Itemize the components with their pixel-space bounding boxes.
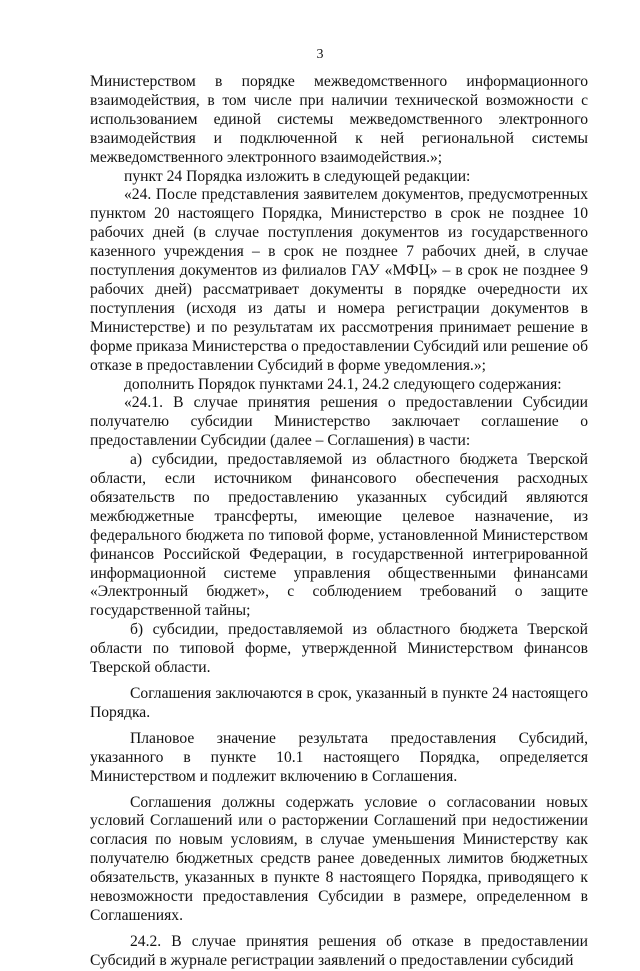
paragraph: 24.2. В случае принятия решения об отказе в предоставлении Субсидий в журнале регистрации заявлений о предоставлении субсидий [90, 932, 588, 969]
paragraph: б) субсидии, предоставляемой из областного бюджета Тверской области по типовой форме, утвержденной Министерством финансов Тверской области. [90, 621, 588, 677]
paragraph: «24.1. В случае принятия решения о предоставлении Субсидии получателю субсидии Министерство заключает соглашение о предоставлении Субсидии (далее – Соглашения) в части: [90, 394, 588, 450]
paragraph: дополнить Порядок пунктами 24.1, 24.2 следующего содержания: [124, 375, 562, 393]
paragraph: Плановое значение результата предоставления Субсидий, указанного в пункте 10.1 настоящего Порядка, определяется Министерством и подлежит включению в Соглашения. [90, 729, 588, 785]
paragraph: пункт 24 Порядка изложить в следующей редакции: [124, 167, 471, 185]
paragraph: Министерством в порядке межведомственного информационного взаимодействия, в том числе при наличии технической возможности с использованием единой системы межведомственного электронного взаимодействия и подключенной к ней региональной системы межведомственного электронного взаимодействия.»; [90, 73, 588, 166]
paragraph: а) субсидии, предоставляемой из областного бюджета Тверской области, если источником финансового обеспечения расходных обязательств по предоставлению указанных субсидий являются межбюджетные трансферты, имеющие целевое назначение, из федерального бюджета по типовой форме, установленной Министерством финансов Российской Федерации, в государственной интегрированной информационной системе управления общественными финансами «Электронный бюджет», с соблюдением требований о защите государственной тайны; [90, 451, 588, 620]
paragraph: Соглашения должны содержать условие о согласовании новых условий Соглашений или о расторжении Соглашений при недостижении согласия по новым условиям, в случае уменьшения Министерству как получателю бюджетных средств ранее доведенных лимитов бюджетных обязательств, указанных в пункте 8 настоящего Порядка, приводящего к невозможности предоставления Субсидии в размере, определенном в Соглашениях. [90, 793, 588, 924]
page-number: 3 [316, 47, 324, 62]
paragraph: Соглашения заключаются в срок, указанный в пункте 24 настоящего Порядка. [90, 685, 588, 721]
document-body [90, 73, 588, 971]
paragraph: «24. После представления заявителем документов, предусмотренных пунктом 20 настоящего Порядка, Министерство в срок не позднее 10 рабочих дней (в случае поступления документов из государственного казенного учреждения – в срок не позднее 7 рабочих дней, в случае поступления документов из филиалов ГАУ «МФЦ» – в срок не позднее 9 рабочих дней) рассматривает документы в порядке очередности их поступления (исходя из даты и номера регистрации документов в Министерстве) и по результатам их рассмотрения принимает решение в форме приказа Министерства о предоставлении Субсидий или решение об отказе в предоставлении Субсидий в форме уведомления.»; [90, 186, 588, 374]
